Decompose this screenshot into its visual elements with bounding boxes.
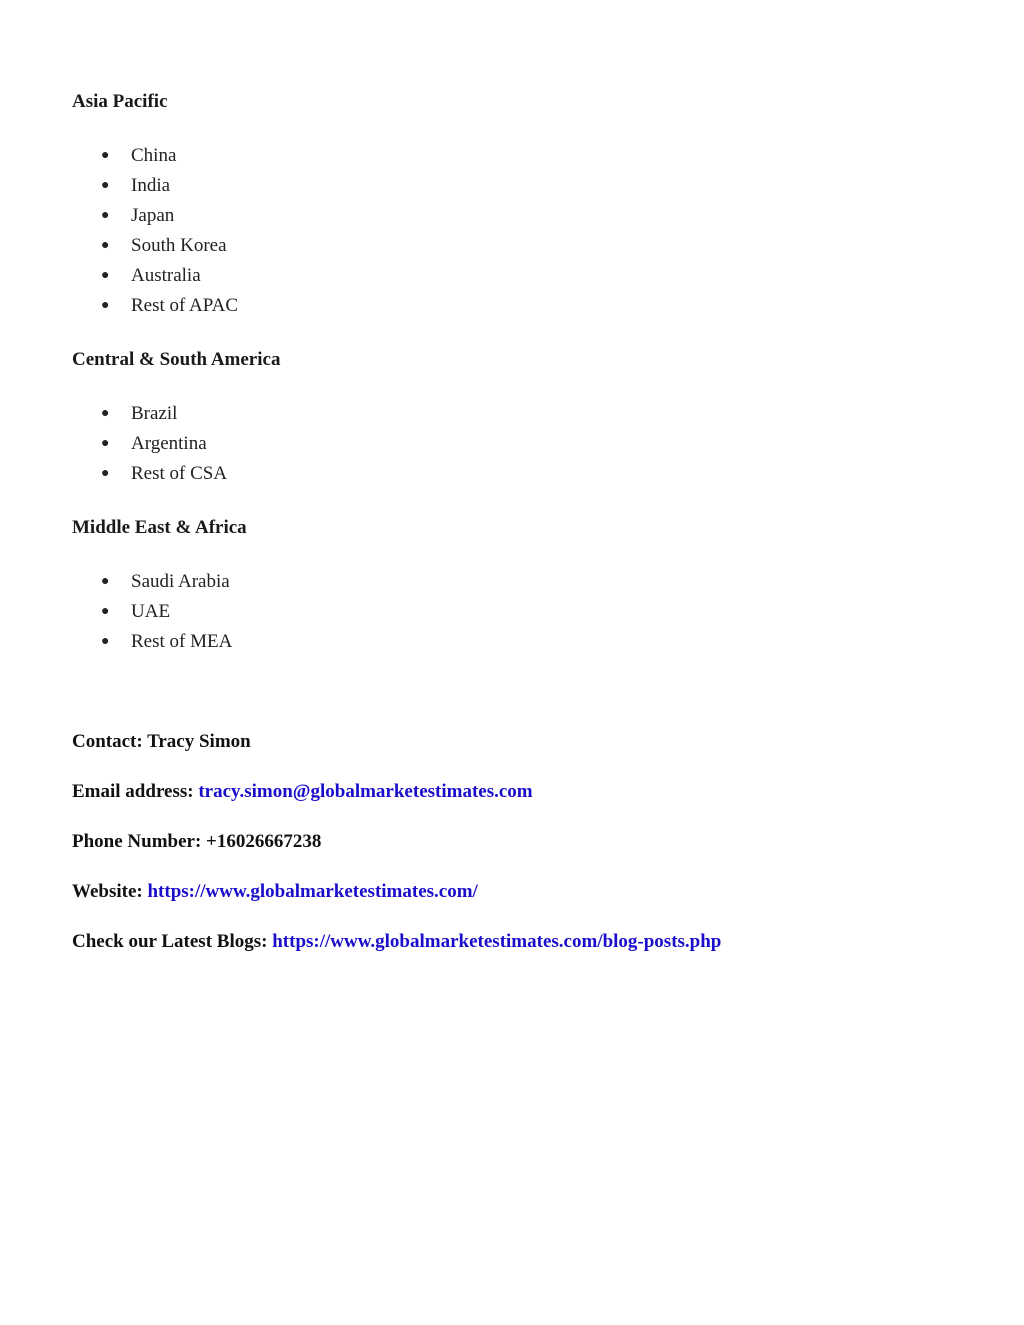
bullet-icon: ●: [101, 574, 110, 589]
bullet-icon: ●: [101, 238, 110, 253]
blogs-link[interactable]: https://www.globalmarketestimates.com/blog-posts.php: [272, 931, 722, 952]
bullet-icon: ●: [101, 466, 110, 481]
email-line: [72, 780, 533, 804]
email-link[interactable]: tracy.simon@globalmarketestimates.com: [198, 781, 533, 802]
website-line: [72, 880, 478, 904]
phone-number: Phone Number: +16026667238: [72, 831, 322, 852]
blogs-label: Check our Latest Blogs:: [72, 931, 268, 952]
bullet-icon: ●: [101, 298, 110, 313]
section-heading-asia-pacific: Asia Pacific: [72, 91, 168, 112]
bullet-icon: ●: [101, 268, 110, 283]
website-link[interactable]: https://www.globalmarketestimates.com/: [147, 881, 478, 902]
bullet-icon: ●: [101, 406, 110, 421]
bullet-icon: ●: [101, 436, 110, 451]
bullet-icon: ●: [101, 634, 110, 649]
bullet-icon: ●: [101, 148, 110, 163]
section-heading-middle-east-africa: Middle East & Africa: [72, 517, 247, 538]
contact-name: Contact: Tracy Simon: [72, 731, 251, 752]
website-label: Website:: [72, 881, 143, 902]
blogs-line: [72, 930, 721, 954]
bullet-icon: ●: [101, 178, 110, 193]
bullet-icon: ●: [101, 604, 110, 619]
email-label: Email address:: [72, 781, 194, 802]
section-heading-central-south-america: Central & South America: [72, 349, 281, 370]
bullet-icon: ●: [101, 208, 110, 223]
document-page: Asia Pacific ● China ● India ● Japan ● South Korea ● Australia ● Rest of APAC Central & South America ● Brazil ● Argentina ● Rest of CSA Middle East & Africa ● Saudi Arabia ● UAE ● Rest of MEA Contact: Tracy Simon Email address: tracy.simon@globalmarketestimates.com Phone Number: +16026667238 Website: https://www.globalmarketestimates.com/ Check our Latest Blogs: https://www.globalmarketestimates.com/blog-posts.php: [72, 91, 722, 952]
